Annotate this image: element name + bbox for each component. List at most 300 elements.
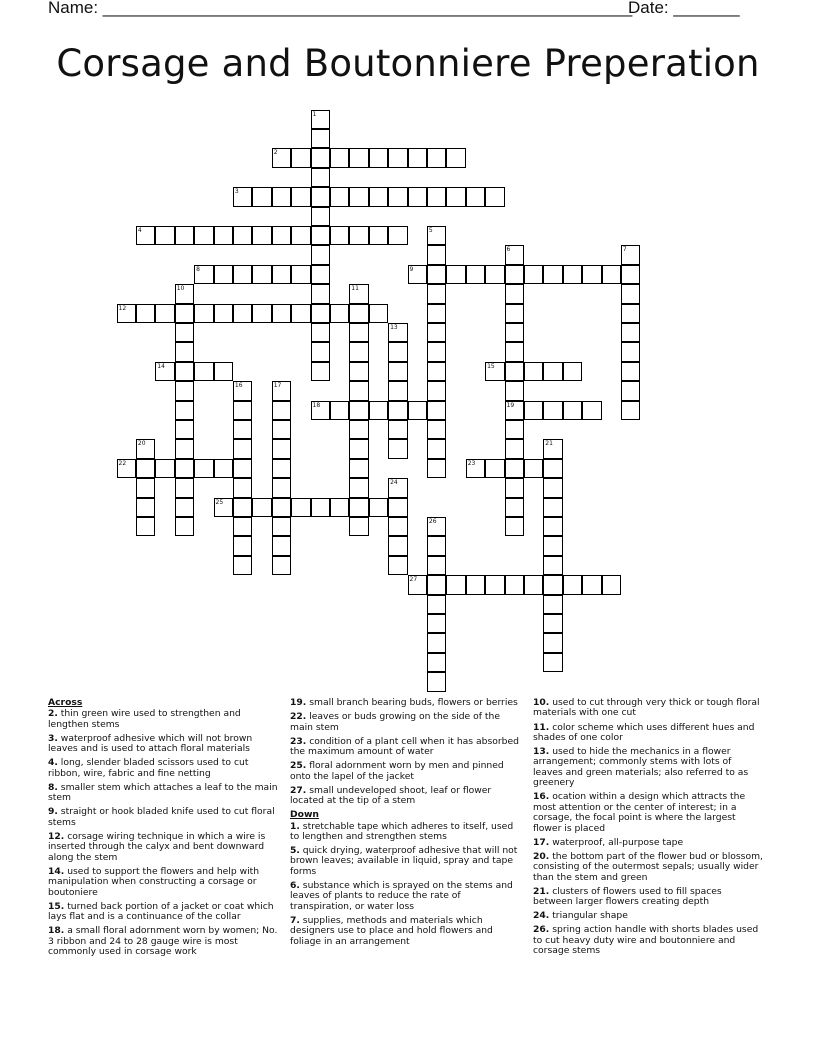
clue-item-text: ocation within a design which attracts the most attention or the center of interest; in a corsage, the focal point is where the largest flower is placed <box>533 791 746 834</box>
grid-cell[interactable] <box>291 304 311 324</box>
grid-cell[interactable] <box>272 226 292 246</box>
grid-cell[interactable] <box>543 575 563 595</box>
grid-cell[interactable] <box>175 323 195 343</box>
grid-cell[interactable] <box>349 284 369 304</box>
grid-cell[interactable] <box>272 187 292 207</box>
clue-number: 3 <box>234 188 239 196</box>
grid-cell[interactable] <box>427 633 447 653</box>
clue-item <box>290 786 520 807</box>
grid-cell[interactable] <box>233 498 253 518</box>
grid-cell[interactable] <box>175 342 195 362</box>
grid-cell[interactable] <box>311 342 331 362</box>
clue-number: 26 <box>428 517 437 525</box>
clue-item-text: clusters of flowers used to fill spaces between larger flowers creating depth <box>533 885 722 908</box>
grid-cell[interactable] <box>349 342 369 362</box>
clue-item-text: substance which is sprayed on the stems and leaves of plants to reduce the rate of transpiration, or water loss <box>290 879 513 912</box>
clue-item-number: 15. <box>48 900 65 912</box>
grid-cell[interactable] <box>311 207 331 227</box>
clue-number: 24 <box>390 479 398 487</box>
clue-item <box>48 783 278 804</box>
grid-cell[interactable] <box>233 420 253 440</box>
clue-item <box>290 698 520 708</box>
down-clue-list-1 <box>290 822 520 948</box>
grid-cell[interactable] <box>194 362 214 382</box>
grid-cell[interactable] <box>427 304 447 324</box>
grid-cell[interactable] <box>369 304 389 324</box>
grid-cell[interactable] <box>563 575 583 595</box>
grid-cell[interactable] <box>427 362 447 382</box>
grid-cell[interactable] <box>408 187 428 207</box>
grid-cell[interactable] <box>427 245 447 265</box>
grid-cell[interactable] <box>291 226 311 246</box>
grid-cell[interactable] <box>408 265 428 285</box>
grid-cell[interactable] <box>136 478 156 498</box>
clue-number: 6 <box>506 246 511 254</box>
clue-item-number: 21. <box>533 885 550 897</box>
grid-cell[interactable] <box>543 265 563 285</box>
grid-cell[interactable] <box>291 498 311 518</box>
grid-cell[interactable] <box>563 265 583 285</box>
grid-cell[interactable] <box>388 342 408 362</box>
grid-cell[interactable] <box>505 245 525 265</box>
grid-cell[interactable] <box>349 381 369 401</box>
grid-cell[interactable] <box>524 265 544 285</box>
grid-cell[interactable] <box>427 536 447 556</box>
grid-cell[interactable] <box>311 129 331 149</box>
clue-item-number: 10. <box>533 697 550 708</box>
grid-cell[interactable] <box>524 362 544 382</box>
grid-cell[interactable] <box>117 459 137 479</box>
grid-cell[interactable] <box>543 536 563 556</box>
grid-cell[interactable] <box>291 187 311 207</box>
grid-cell[interactable] <box>427 459 447 479</box>
clue-item <box>48 902 278 923</box>
grid-cell[interactable] <box>427 226 447 246</box>
grid-cell[interactable] <box>233 517 253 537</box>
clue-item-text: thin green wire used to strengthen and lengthen stems <box>48 708 241 730</box>
grid-cell[interactable] <box>175 420 195 440</box>
grid-cell[interactable] <box>543 653 563 673</box>
clue-item-text: triangular shape <box>549 910 628 922</box>
grid-cell[interactable] <box>505 459 525 479</box>
grid-cell[interactable] <box>136 459 156 479</box>
grid-cell[interactable] <box>466 187 486 207</box>
grid-cell[interactable] <box>427 575 447 595</box>
grid-cell[interactable] <box>621 323 641 343</box>
clue-item <box>290 712 520 733</box>
grid-cell[interactable] <box>272 556 292 576</box>
grid-cell[interactable] <box>388 536 408 556</box>
grid-cell[interactable] <box>543 362 563 382</box>
grid-cell[interactable] <box>427 265 447 285</box>
grid-cell[interactable] <box>272 265 292 285</box>
grid-cell[interactable] <box>214 304 234 324</box>
grid-cell[interactable] <box>388 478 408 498</box>
grid-cell[interactable] <box>543 498 563 518</box>
clue-item-number: 27. <box>290 784 307 796</box>
grid-cell[interactable] <box>291 265 311 285</box>
grid-cell[interactable] <box>408 401 428 421</box>
clue-item <box>290 761 520 782</box>
grid-cell[interactable] <box>505 498 525 518</box>
grid-cell[interactable] <box>543 614 563 634</box>
grid-cell[interactable] <box>233 556 253 576</box>
grid-cell[interactable] <box>194 304 214 324</box>
grid-cell[interactable] <box>505 304 525 324</box>
grid-cell[interactable] <box>369 401 389 421</box>
grid-cell[interactable] <box>272 148 292 168</box>
grid-cell[interactable] <box>291 148 311 168</box>
grid-cell[interactable] <box>311 498 331 518</box>
clue-number: 16 <box>234 382 243 390</box>
clue-item-number: 9. <box>48 806 58 818</box>
grid-cell[interactable] <box>505 323 525 343</box>
grid-cell[interactable] <box>349 420 369 440</box>
grid-cell[interactable] <box>427 672 447 692</box>
grid-cell[interactable] <box>427 595 447 615</box>
grid-cell[interactable] <box>155 459 175 479</box>
clue-item-number: 7. <box>290 914 300 926</box>
grid-cell[interactable] <box>272 401 292 421</box>
grid-cell[interactable] <box>369 226 389 246</box>
grid-cell[interactable] <box>388 556 408 576</box>
grid-cell[interactable] <box>466 265 486 285</box>
grid-cell[interactable] <box>349 362 369 382</box>
grid-cell[interactable] <box>311 401 331 421</box>
grid-cell[interactable] <box>272 517 292 537</box>
grid-cell[interactable] <box>155 226 175 246</box>
grid-cell[interactable] <box>427 420 447 440</box>
clue-item-number: 6. <box>290 879 300 891</box>
grid-cell[interactable] <box>388 439 408 459</box>
grid-cell[interactable] <box>330 187 350 207</box>
grid-cell[interactable] <box>369 148 389 168</box>
grid-cell[interactable] <box>543 595 563 615</box>
grid-cell[interactable] <box>136 304 156 324</box>
grid-cell[interactable] <box>272 459 292 479</box>
clue-item-text: smaller stem which attaches a leaf to the main stem <box>48 781 278 804</box>
grid-cell[interactable] <box>485 187 505 207</box>
grid-cell[interactable] <box>117 304 137 324</box>
clue-item-number: 18. <box>48 925 65 937</box>
grid-cell[interactable] <box>427 556 447 576</box>
grid-cell[interactable] <box>505 439 525 459</box>
grid-cell[interactable] <box>505 284 525 304</box>
across-clue-list-2 <box>290 698 520 806</box>
grid-cell[interactable] <box>427 517 447 537</box>
clue-item-text: small undeveloped shoot, leaf or flower located at the tip of a stem <box>290 784 492 806</box>
name-label[interactable]: Name: ________________________________________________________ <box>48 0 633 17</box>
clue-item-number: 13. <box>533 746 550 757</box>
grid-cell[interactable] <box>524 575 544 595</box>
grid-cell[interactable] <box>311 265 331 285</box>
grid-cell[interactable] <box>194 459 214 479</box>
down-clue-list-2 <box>533 698 763 956</box>
grid-cell[interactable] <box>505 420 525 440</box>
grid-cell[interactable] <box>349 459 369 479</box>
grid-cell[interactable] <box>349 498 369 518</box>
grid-cell[interactable] <box>214 226 234 246</box>
grid-cell[interactable] <box>272 420 292 440</box>
grid-cell[interactable] <box>388 498 408 518</box>
grid-cell[interactable] <box>388 187 408 207</box>
grid-cell[interactable] <box>252 226 272 246</box>
grid-cell[interactable] <box>427 401 447 421</box>
grid-cell[interactable] <box>330 304 350 324</box>
clue-number: 9 <box>409 265 414 273</box>
grid-cell[interactable] <box>349 304 369 324</box>
clues-column-3 <box>533 698 763 960</box>
grid-cell[interactable] <box>582 401 602 421</box>
grid-cell[interactable] <box>563 401 583 421</box>
grid-cell[interactable] <box>427 342 447 362</box>
grid-cell[interactable] <box>388 420 408 440</box>
clue-number: 27 <box>409 576 418 584</box>
grid-cell[interactable] <box>485 575 505 595</box>
grid-cell[interactable] <box>446 575 466 595</box>
grid-cell[interactable] <box>349 517 369 537</box>
grid-cell[interactable] <box>330 226 350 246</box>
grid-cell[interactable] <box>388 226 408 246</box>
clue-item-number: 26. <box>533 924 550 936</box>
grid-cell[interactable] <box>175 226 195 246</box>
grid-cell[interactable] <box>214 265 234 285</box>
grid-cell[interactable] <box>621 284 641 304</box>
grid-cell[interactable] <box>214 459 234 479</box>
grid-cell[interactable] <box>311 148 331 168</box>
grid-cell[interactable] <box>427 381 447 401</box>
grid-cell[interactable] <box>214 498 234 518</box>
clue-item-number: 5. <box>290 845 300 856</box>
clue-item <box>533 792 763 834</box>
grid-cell[interactable] <box>563 362 583 382</box>
grid-cell[interactable] <box>388 517 408 537</box>
grid-cell[interactable] <box>505 381 525 401</box>
grid-cell[interactable] <box>466 575 486 595</box>
grid-cell[interactable] <box>272 498 292 518</box>
grid-cell[interactable] <box>272 478 292 498</box>
grid-cell[interactable] <box>388 323 408 343</box>
grid-cell[interactable] <box>369 187 389 207</box>
grid-cell[interactable] <box>311 323 331 343</box>
grid-cell[interactable] <box>543 401 563 421</box>
grid-cell[interactable] <box>136 498 156 518</box>
clue-item <box>48 926 278 957</box>
grid-cell[interactable] <box>543 633 563 653</box>
grid-cell[interactable] <box>505 401 525 421</box>
date-label[interactable]: Date: _______ <box>628 0 740 17</box>
grid-cell[interactable] <box>505 575 525 595</box>
grid-cell[interactable] <box>175 304 195 324</box>
grid-cell[interactable] <box>175 284 195 304</box>
grid-cell[interactable] <box>446 265 466 285</box>
clue-number: 10 <box>176 285 185 293</box>
grid-cell[interactable] <box>311 110 331 130</box>
grid-cell[interactable] <box>233 265 253 285</box>
grid-cell[interactable] <box>621 304 641 324</box>
grid-cell[interactable] <box>427 653 447 673</box>
clue-item <box>48 734 278 755</box>
grid-cell[interactable] <box>485 265 505 285</box>
grid-cell[interactable] <box>543 517 563 537</box>
clue-number: 1 <box>312 110 317 118</box>
clue-item <box>533 838 763 848</box>
grid-cell[interactable] <box>311 245 331 265</box>
grid-cell[interactable] <box>233 459 253 479</box>
grid-cell[interactable] <box>233 187 253 207</box>
grid-cell[interactable] <box>349 323 369 343</box>
grid-cell[interactable] <box>136 517 156 537</box>
grid-cell[interactable] <box>485 362 505 382</box>
clue-item <box>533 747 763 789</box>
grid-cell[interactable] <box>505 342 525 362</box>
page-title: Corsage and Boutonniere Preperation <box>56 42 760 85</box>
grid-cell[interactable] <box>194 265 214 285</box>
grid-cell[interactable] <box>272 381 292 401</box>
grid-cell[interactable] <box>214 362 234 382</box>
grid-cell[interactable] <box>602 265 622 285</box>
grid-cell[interactable] <box>388 148 408 168</box>
grid-cell[interactable] <box>311 284 331 304</box>
clue-number: 21 <box>545 440 553 448</box>
grid-cell[interactable] <box>175 401 195 421</box>
clue-number: 15 <box>487 362 495 370</box>
grid-cell[interactable] <box>311 187 331 207</box>
grid-cell[interactable] <box>543 459 563 479</box>
grid-cell[interactable] <box>543 478 563 498</box>
grid-cell[interactable] <box>349 148 369 168</box>
grid-cell[interactable] <box>621 362 641 382</box>
grid-cell[interactable] <box>388 401 408 421</box>
grid-cell[interactable] <box>408 148 428 168</box>
grid-cell[interactable] <box>311 226 331 246</box>
grid-cell[interactable] <box>369 498 389 518</box>
grid-cell[interactable] <box>446 148 466 168</box>
grid-cell[interactable] <box>388 362 408 382</box>
grid-cell[interactable] <box>505 362 525 382</box>
grid-cell[interactable] <box>582 265 602 285</box>
grid-cell[interactable] <box>155 362 175 382</box>
grid-cell[interactable] <box>446 187 466 207</box>
grid-cell[interactable] <box>252 265 272 285</box>
grid-cell[interactable] <box>330 498 350 518</box>
clue-item-text: long, slender bladed scissors used to cut ribbon, wire, fabric and fine netting <box>48 757 249 779</box>
grid-cell[interactable] <box>175 439 195 459</box>
grid-cell[interactable] <box>233 439 253 459</box>
grid-cell[interactable] <box>408 575 428 595</box>
grid-cell[interactable] <box>155 304 175 324</box>
grid-cell[interactable] <box>524 401 544 421</box>
grid-cell[interactable] <box>582 575 602 595</box>
grid-cell[interactable] <box>388 381 408 401</box>
grid-cell[interactable] <box>349 439 369 459</box>
clue-number: 13 <box>390 323 398 331</box>
grid-cell[interactable] <box>505 478 525 498</box>
grid-cell[interactable] <box>175 459 195 479</box>
grid-cell[interactable] <box>311 168 331 188</box>
grid-cell[interactable] <box>349 226 369 246</box>
grid-cell[interactable] <box>543 439 563 459</box>
grid-cell[interactable] <box>233 478 253 498</box>
clue-item <box>48 832 278 863</box>
grid-cell[interactable] <box>349 401 369 421</box>
clue-item <box>290 822 520 843</box>
grid-cell[interactable] <box>427 284 447 304</box>
clue-item <box>290 916 520 947</box>
grid-cell[interactable] <box>136 439 156 459</box>
grid-cell[interactable] <box>233 304 253 324</box>
grid-cell[interactable] <box>621 401 641 421</box>
grid-cell[interactable] <box>311 362 331 382</box>
grid-cell[interactable] <box>602 575 622 595</box>
grid-cell[interactable] <box>543 556 563 576</box>
grid-cell[interactable] <box>466 459 486 479</box>
grid-cell[interactable] <box>175 362 195 382</box>
clues-column-2 <box>290 698 520 951</box>
clue-number: 23 <box>467 459 476 467</box>
clue-number: 18 <box>312 401 321 409</box>
grid-cell[interactable] <box>175 381 195 401</box>
grid-cell[interactable] <box>505 517 525 537</box>
clue-number: 14 <box>157 362 165 370</box>
clue-item-number: 23. <box>290 735 307 747</box>
grid-cell[interactable] <box>136 226 156 246</box>
clue-number: 8 <box>196 265 200 273</box>
grid-cell[interactable] <box>233 536 253 556</box>
grid-cell[interactable] <box>233 226 253 246</box>
grid-cell[interactable] <box>252 187 272 207</box>
grid-cell[interactable] <box>621 342 641 362</box>
grid-cell[interactable] <box>272 536 292 556</box>
across-heading: Across <box>48 697 83 708</box>
grid-cell[interactable] <box>175 517 195 537</box>
clue-item-text: small branch bearing buds, flowers or berries <box>306 697 518 708</box>
grid-cell[interactable] <box>272 304 292 324</box>
grid-cell[interactable] <box>427 323 447 343</box>
grid-cell[interactable] <box>233 381 253 401</box>
grid-cell[interactable] <box>272 439 292 459</box>
grid-cell[interactable] <box>175 498 195 518</box>
grid-cell[interactable] <box>524 459 544 479</box>
grid-cell[interactable] <box>252 498 272 518</box>
grid-cell[interactable] <box>485 459 505 479</box>
grid-cell[interactable] <box>330 148 350 168</box>
clue-item-number: 11. <box>533 721 550 733</box>
clues-column-1 <box>48 698 278 961</box>
clue-number: 12 <box>118 304 127 312</box>
grid-cell[interactable] <box>427 439 447 459</box>
clue-item <box>48 758 278 779</box>
grid-cell[interactable] <box>330 401 350 421</box>
clue-item <box>48 709 278 730</box>
grid-cell[interactable] <box>427 614 447 634</box>
grid-cell[interactable] <box>505 265 525 285</box>
grid-cell[interactable] <box>621 245 641 265</box>
clue-item <box>290 737 520 758</box>
grid-cell[interactable] <box>621 265 641 285</box>
grid-cell[interactable] <box>621 381 641 401</box>
grid-cell[interactable] <box>427 187 447 207</box>
clue-item-text: a small floral adornment worn by women; No. 3 ribbon and 24 to 28 gauge wire is most commonly used in corsage work <box>48 925 278 958</box>
grid-cell[interactable] <box>175 478 195 498</box>
grid-cell[interactable] <box>349 187 369 207</box>
grid-cell[interactable] <box>349 478 369 498</box>
grid-cell[interactable] <box>427 148 447 168</box>
grid-cell[interactable] <box>311 304 331 324</box>
grid-cell[interactable] <box>252 304 272 324</box>
grid-cell[interactable] <box>233 401 253 421</box>
grid-cell[interactable] <box>194 226 214 246</box>
